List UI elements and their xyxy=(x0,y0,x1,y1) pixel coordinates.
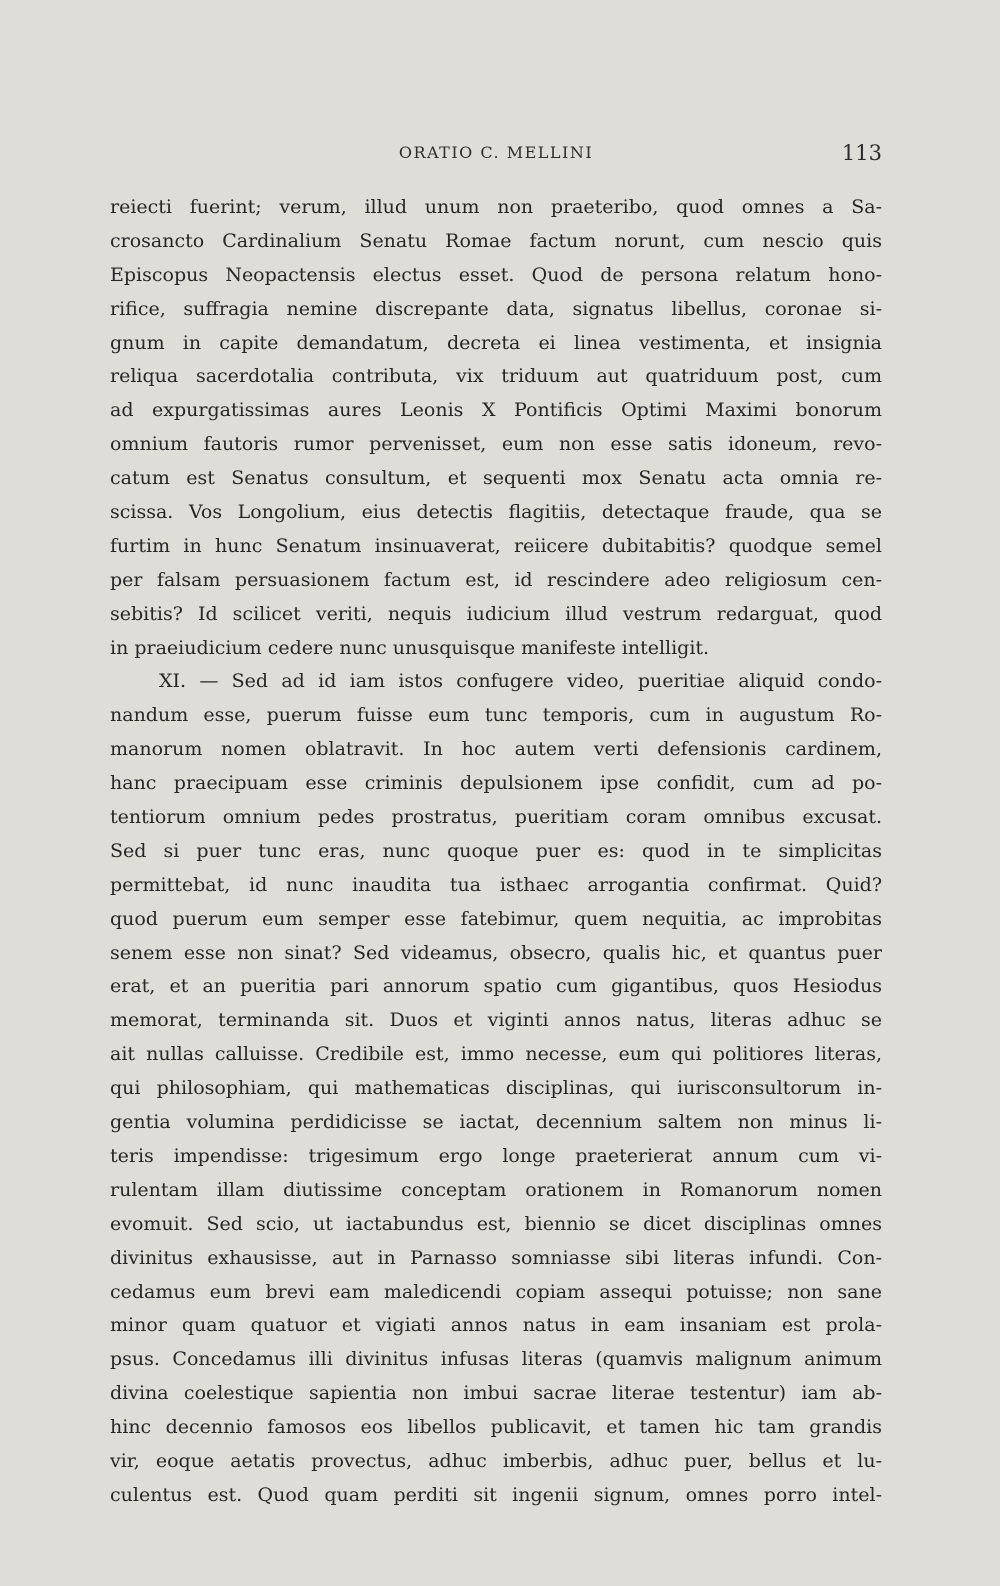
body-text xyxy=(110,191,882,1513)
text-line: in praeiudicium cedere nunc unusquisque manifeste intelligit. xyxy=(110,636,710,659)
text-line: per falsam persuasionem factum est, id rescindere adeo religiosum cen- xyxy=(110,568,882,591)
text-line: qui philosophiam, qui mathematicas disciplinas, qui iurisconsultorum in- xyxy=(110,1077,882,1100)
text-line: cedamus eum brevi eam maledicendi copiam assequi potuisse; non sane xyxy=(110,1280,882,1303)
text-line: divinitus exhausisse, aut in Parnasso somniasse sibi literas infundi. Con- xyxy=(110,1246,882,1269)
text-line: erat, et an pueritia pari annorum spatio cum gigantibus, quos Hesiodus xyxy=(110,975,882,998)
text-line: manorum nomen oblatravit. In hoc autem verti defensionis cardinem, xyxy=(110,738,882,761)
text-line: reliqua sacerdotalia contributa, vix triduum aut quatriduum post, cum xyxy=(110,365,882,388)
text-line: omnium fautoris rumor pervenisset, eum non esse satis idoneum, revo- xyxy=(110,433,882,456)
text-line: rifice, suffragia nemine discrepante data, signatus libellus, coronae si- xyxy=(110,297,882,320)
text-line: ad expurgatissimas aures Leonis X Pontificis Optimi Maximi bonorum xyxy=(110,399,882,422)
text-line: catum est Senatus consultum, et sequenti mox Senatu acta omnia re- xyxy=(110,467,882,490)
text-line: vir, eoque aetatis provectus, adhuc imberbis, adhuc puer, bellus et lu- xyxy=(110,1449,882,1472)
text-line: Sed si puer tunc eras, nunc quoque puer es: quod in te simplicitas xyxy=(110,839,882,862)
text-line: tentiorum omnium pedes prostratus, pueritiam coram omnibus excusat. xyxy=(110,806,882,829)
text-line: Episcopus Neopactensis electus esset. Quod de persona relatum hono- xyxy=(110,263,882,286)
text-line: hinc decennio famosos eos libellos publicavit, et tamen hic tam grandis xyxy=(110,1416,882,1439)
text-line: ait nullas calluisse. Credibile est, immo necesse, eum qui politiores literas, xyxy=(110,1043,882,1066)
text-line: minor quam quatuor et vigiati annos natus in eam insaniam est prola- xyxy=(110,1314,882,1337)
running-head: ORATIO C. MELLINI xyxy=(398,143,594,162)
page-header xyxy=(110,138,882,168)
text-line: quod puerum eum semper esse fatebimur, quem nequitia, ac improbitas xyxy=(110,907,882,930)
text-line: hanc praecipuam esse criminis depulsionem ipse confidit, cum ad po- xyxy=(110,772,882,795)
section-start-line: XI. — Sed ad id iam istos confugere video, pueritiae aliquid condo- xyxy=(159,670,882,693)
text-line: psus. Concedamus illi divinitus infusas literas (quamvis malignum animum xyxy=(110,1348,882,1371)
text-line: permittebat, id nunc inaudita tua isthaec arrogantia confirmat. Quid? xyxy=(110,873,882,896)
text-line: memorat, terminanda sit. Duos et viginti annos natus, literas adhuc se xyxy=(110,1009,882,1032)
text-line: culentus est. Quod quam perditi sit ingenii signum, omnes porro intel- xyxy=(110,1483,882,1506)
text-line: gentia volumina perdidicisse se iactat, decennium saltem non minus li- xyxy=(110,1111,882,1134)
text-line: furtim in hunc Senatum insinuaverat, reiicere dubitabitis? quodque semel xyxy=(110,534,882,557)
text-line: sebitis? Id scilicet veriti, nequis iudicium illud vestrum redarguat, quod xyxy=(110,602,882,625)
text-line: nandum esse, puerum fuisse eum tunc temporis, cum in augustum Ro- xyxy=(110,704,882,727)
page-number: 113 xyxy=(841,141,882,165)
text-line: gnum in capite demandatum, decreta ei linea vestimenta, et insignia xyxy=(110,331,882,354)
text-line: rulentam illam diutissime conceptam orationem in Romanorum nomen xyxy=(110,1178,882,1201)
text-line: divina coelestique sapientia non imbui sacrae literae testentur) iam ab- xyxy=(110,1382,882,1405)
text-line: reiecti fuerint; verum, illud unum non praeteribo, quod omnes a Sa- xyxy=(110,196,882,218)
text-line: evomuit. Sed scio, ut iactabundus est, biennio se dicet disciplinas omnes xyxy=(110,1212,882,1235)
text-line: senem esse non sinat? Sed videamus, obsecro, qualis hic, et quantus puer xyxy=(110,941,882,964)
text-line: scissa. Vos Longolium, eius detectis flagitiis, detectaque fraude, qua se xyxy=(110,501,882,524)
text-line: crosancto Cardinalium Senatu Romae factum norunt, cum nescio quis xyxy=(110,229,882,252)
text-line: teris impendisse: trigesimum ergo longe praeterierat annum cum vi- xyxy=(110,1144,882,1167)
